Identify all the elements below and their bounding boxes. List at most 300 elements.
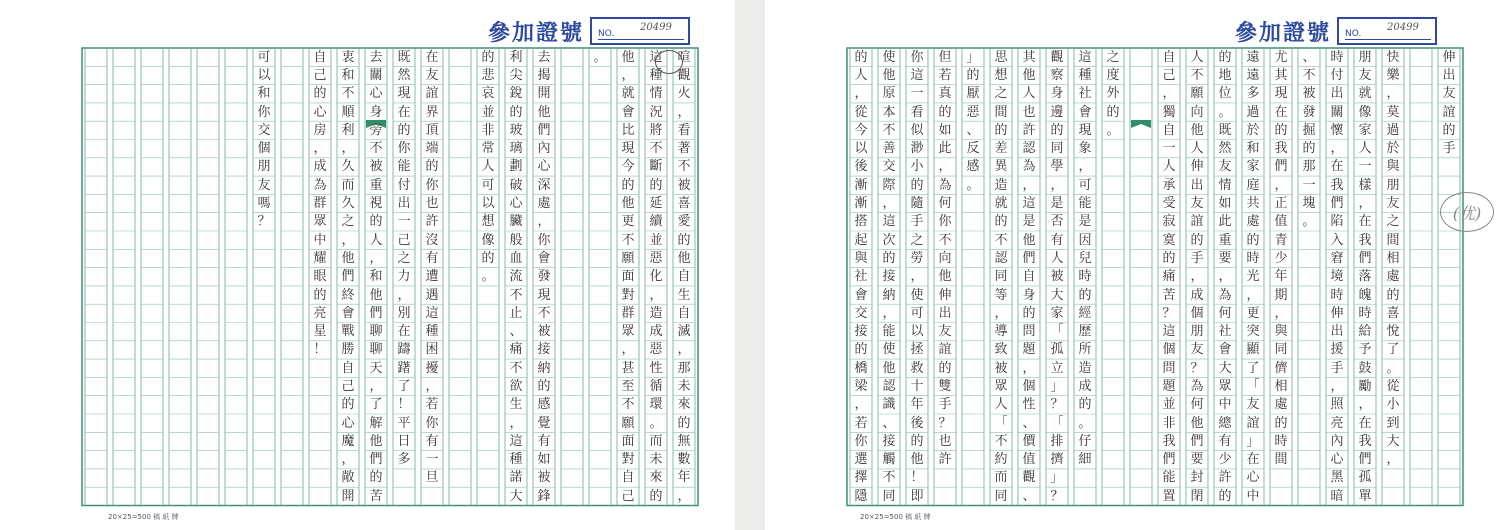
manuscript-char: 常 — [481, 141, 495, 157]
manuscript-char: 循 — [649, 378, 663, 394]
manuscript-char: 可 — [481, 177, 495, 193]
manuscript-char: 會 — [854, 287, 868, 303]
manuscript-char: 多 — [397, 452, 411, 468]
manuscript-char: 被 — [994, 360, 1008, 376]
manuscript-char: 認 — [1022, 141, 1036, 157]
manuscript-char: ？ — [1050, 397, 1064, 413]
manuscript-char: 。 — [966, 177, 980, 193]
manuscript-char: 終 — [341, 287, 355, 303]
manuscript-char: 的 — [854, 49, 868, 65]
manuscript-char: 其 — [1274, 67, 1288, 83]
manuscript-char: 值 — [1274, 214, 1288, 230]
manuscript-char: 人 — [1022, 86, 1036, 102]
manuscript-char: 選 — [854, 452, 868, 468]
manuscript-char: 在 — [397, 324, 411, 340]
text-column — [962, 48, 984, 194]
manuscript-char: 中 — [1246, 488, 1260, 504]
manuscript-char: ， — [1386, 86, 1400, 102]
manuscript-char: 悲 — [481, 67, 495, 83]
manuscript-char: 喧 — [677, 49, 691, 65]
text-column — [1046, 48, 1068, 505]
manuscript-char: 小 — [910, 159, 924, 175]
manuscript-char: 何 — [1190, 397, 1204, 413]
manuscript-char: 你 — [910, 49, 924, 65]
manuscript-char: 你 — [938, 214, 952, 230]
page-footer-left: 20×25=500 稿 紙 牌 — [108, 513, 179, 521]
manuscript-char: 的 — [882, 250, 896, 266]
manuscript-char: 無 — [677, 433, 691, 449]
manuscript-char: 和 — [1246, 141, 1260, 157]
manuscript-char: 時 — [1078, 269, 1092, 285]
manuscript-char: ， — [313, 141, 327, 157]
manuscript-char: 了 — [369, 397, 383, 413]
text-column — [589, 48, 611, 66]
manuscript-char: 不 — [621, 397, 635, 413]
manuscript-char: 這 — [509, 433, 523, 449]
manuscript-char: ， — [425, 378, 439, 394]
manuscript-char: 化 — [649, 269, 663, 285]
text-column — [1354, 48, 1376, 505]
manuscript-char: 接 — [882, 433, 896, 449]
manuscript-char: 觸 — [882, 452, 896, 468]
manuscript-char: 重 — [1218, 232, 1232, 248]
manuscript-char: 時 — [1330, 287, 1344, 303]
manuscript-char: 苦 — [1162, 287, 1176, 303]
manuscript-char: 的 — [313, 86, 327, 102]
manuscript-char: 更 — [1246, 305, 1260, 321]
manuscript-char: 個 — [1162, 342, 1176, 358]
manuscript-char: 相 — [1274, 378, 1288, 394]
manuscript-char: 們 — [1274, 159, 1288, 175]
manuscript-char: 、 — [1022, 488, 1036, 504]
manuscript-char: ， — [882, 196, 896, 212]
manuscript-char: 懷 — [1330, 122, 1344, 138]
manuscript-char: 地 — [1218, 67, 1232, 83]
manuscript-char: 在 — [1358, 214, 1372, 230]
manuscript-char: ， — [1386, 452, 1400, 468]
manuscript-char: 個 — [257, 141, 271, 157]
manuscript-char: 雙 — [938, 378, 952, 394]
manuscript-char: 能 — [1078, 196, 1092, 212]
manuscript-char: 次 — [882, 232, 896, 248]
manuscript-char: 如 — [1218, 196, 1232, 212]
text-column — [1382, 48, 1404, 469]
manuscript-char: 造 — [649, 305, 663, 321]
manuscript-char: 寞 — [1162, 232, 1176, 248]
manuscript-char: 於 — [1246, 122, 1260, 138]
manuscript-char: 尤 — [1274, 49, 1288, 65]
manuscript-char: 種 — [509, 452, 523, 468]
manuscript-char: 他 — [369, 287, 383, 303]
manuscript-char: 如 — [938, 122, 952, 138]
manuscript-char: 數 — [677, 452, 691, 468]
manuscript-char: 的 — [425, 159, 439, 175]
manuscript-char: 將 — [649, 122, 663, 138]
manuscript-char: ， — [1274, 177, 1288, 193]
manuscript-char: 若 — [854, 415, 868, 431]
manuscript-char: 的 — [537, 378, 551, 394]
manuscript-char: 立 — [1050, 360, 1064, 376]
manuscript-char: 厭 — [966, 86, 980, 102]
manuscript-char: 這 — [1162, 324, 1176, 340]
manuscript-char: 這 — [1078, 49, 1092, 65]
manuscript-char: 他 — [1022, 67, 1036, 83]
manuscript-char: 性 — [1022, 397, 1036, 413]
manuscript-char: 經 — [1078, 305, 1092, 321]
manuscript-char: 庭 — [1246, 177, 1260, 193]
manuscript-char: 的 — [854, 342, 868, 358]
manuscript-char: 他 — [621, 49, 635, 65]
manuscript-char: 觀 — [1022, 470, 1036, 486]
manuscript-char: 友 — [938, 324, 952, 340]
manuscript-char: ， — [341, 232, 355, 248]
manuscript-char: 之 — [910, 232, 924, 248]
manuscript-char: 的 — [1078, 287, 1092, 303]
manuscript-char: 接 — [854, 324, 868, 340]
manuscript-char: 交 — [882, 159, 896, 175]
manuscript-char: 惡 — [649, 250, 663, 266]
manuscript-char: 朋 — [257, 159, 271, 175]
manuscript-char: 為 — [938, 177, 952, 193]
manuscript-char: 願 — [621, 415, 635, 431]
manuscript-char: 重 — [369, 177, 383, 193]
manuscript-char: 你 — [397, 141, 411, 157]
manuscript-char: 比 — [621, 122, 635, 138]
manuscript-char: 對 — [621, 452, 635, 468]
manuscript-char: 像 — [481, 232, 495, 248]
manuscript-char: 未 — [677, 378, 691, 394]
manuscript-char: 大 — [509, 488, 523, 504]
entry-title: 參加證號 — [1235, 20, 1332, 46]
manuscript-char: 的 — [369, 470, 383, 486]
manuscript-char: 視 — [369, 196, 383, 212]
manuscript-char: 同 — [994, 488, 1008, 504]
manuscript-char: 後 — [910, 415, 924, 431]
manuscript-char: 別 — [397, 305, 411, 321]
manuscript-char: 的 — [1106, 104, 1120, 120]
manuscript-char: 的 — [1078, 397, 1092, 413]
manuscript-char: 小 — [1386, 397, 1400, 413]
manuscript-char: 大 — [1218, 360, 1232, 376]
manuscript-char: 何 — [1218, 305, 1232, 321]
manuscript-char: 漸 — [854, 177, 868, 193]
manuscript-char: 情 — [1218, 177, 1232, 193]
manuscript-char: 的 — [1050, 122, 1064, 138]
manuscript-char: 然 — [397, 67, 411, 83]
manuscript-char: 心 — [341, 415, 355, 431]
manuscript-char: 的 — [649, 488, 663, 504]
manuscript-char: 他 — [537, 104, 551, 120]
manuscript-char: 魔 — [341, 433, 355, 449]
manuscript-char: 成 — [1190, 287, 1204, 303]
text-column — [1074, 48, 1096, 469]
manuscript-char: 他 — [1190, 122, 1204, 138]
manuscript-char: 臟 — [509, 214, 523, 230]
manuscript-char: 他 — [1022, 232, 1036, 248]
manuscript-char: ， — [1330, 141, 1344, 157]
manuscript-char: 使 — [882, 342, 896, 358]
entry-number-box — [590, 17, 690, 45]
manuscript-char: 境 — [1330, 269, 1344, 285]
text-column — [1102, 48, 1124, 139]
manuscript-char: ！ — [910, 470, 924, 486]
manuscript-char: 順 — [341, 104, 355, 120]
manuscript-char: ， — [1078, 159, 1092, 175]
text-column — [365, 48, 387, 505]
manuscript-char: 看 — [677, 122, 691, 138]
manuscript-char: 這 — [882, 214, 896, 230]
text-column — [477, 48, 499, 286]
manuscript-char: 衷 — [341, 49, 355, 65]
manuscript-char: 誼 — [938, 342, 952, 358]
manuscript-char: 種 — [649, 67, 663, 83]
manuscript-char: 是 — [1022, 214, 1036, 230]
manuscript-char: 覺 — [537, 415, 551, 431]
manuscript-char: 納 — [882, 287, 896, 303]
manuscript-char: 「 — [1050, 415, 1064, 431]
manuscript-char: 其 — [1022, 49, 1036, 65]
manuscript-char: 。 — [481, 269, 495, 285]
manuscript-char: ， — [1358, 196, 1372, 212]
manuscript-char: 為 — [1022, 159, 1036, 175]
manuscript-char: 著 — [677, 141, 691, 157]
manuscript-char: 能 — [882, 324, 896, 340]
manuscript-char: 在 — [1330, 159, 1344, 175]
manuscript-char: 今 — [621, 159, 635, 175]
manuscript-char: 被 — [677, 177, 691, 193]
manuscript-char: 黑 — [1330, 470, 1344, 486]
manuscript-char: 你 — [854, 433, 868, 449]
manuscript-char: 多 — [1246, 86, 1260, 102]
manuscript-char: 手 — [1442, 141, 1456, 157]
manuscript-char: 魄 — [1358, 287, 1372, 303]
manuscript-char: ， — [649, 287, 663, 303]
manuscript-char: ， — [1190, 269, 1204, 285]
manuscript-char: 有 — [537, 433, 551, 449]
manuscript-char: 同 — [1274, 342, 1288, 358]
manuscript-char: 孤 — [1358, 470, 1372, 486]
manuscript-char: 之 — [341, 214, 355, 230]
manuscript-char: 排 — [1050, 433, 1064, 449]
manuscript-char: 能 — [397, 159, 411, 175]
manuscript-char: 突 — [1246, 324, 1260, 340]
manuscript-char: 善 — [882, 141, 896, 157]
manuscript-char: 」 — [966, 49, 980, 65]
manuscript-char: 己 — [341, 378, 355, 394]
manuscript-char: 不 — [537, 305, 551, 321]
manuscript-char: 出 — [1190, 177, 1204, 193]
manuscript-char: 利 — [341, 122, 355, 138]
manuscript-char: 友 — [1190, 342, 1204, 358]
manuscript-char: 會 — [1218, 342, 1232, 358]
manuscript-char: 歷 — [1078, 324, 1092, 340]
manuscript-char: 聊 — [369, 342, 383, 358]
manuscript-char: 們 — [1358, 452, 1372, 468]
manuscript-char: 使 — [910, 287, 924, 303]
manuscript-char: ！ — [313, 342, 327, 358]
text-column — [393, 48, 415, 469]
manuscript-char: 惡 — [966, 104, 980, 120]
manuscript-char: 橋 — [854, 360, 868, 376]
manuscript-char: 滅 — [677, 324, 691, 340]
entry-number-value: 20499 — [1387, 22, 1419, 33]
manuscript-char: 之 — [994, 86, 1008, 102]
manuscript-char: 使 — [882, 49, 896, 65]
manuscript-char: ， — [677, 104, 691, 120]
manuscript-char: 一 — [1358, 159, 1372, 175]
manuscript-char: 了 — [1246, 360, 1260, 376]
manuscript-char: ， — [341, 452, 355, 468]
manuscript-char: 自 — [677, 305, 691, 321]
manuscript-char: 反 — [966, 141, 980, 157]
manuscript-char: 真 — [938, 86, 952, 102]
manuscript-char: 心 — [1330, 452, 1344, 468]
manuscript-char: 大 — [1386, 433, 1400, 449]
manuscript-char: 你 — [537, 232, 551, 248]
essay-page-left — [0, 0, 735, 530]
manuscript-char: 也 — [1022, 104, 1036, 120]
manuscript-char: 諾 — [509, 470, 523, 486]
text-column — [1438, 48, 1460, 158]
manuscript-char: 付 — [1330, 67, 1344, 83]
manuscript-char: 值 — [1022, 452, 1036, 468]
manuscript-char: 火 — [677, 86, 691, 102]
manuscript-char: 自 — [1022, 269, 1036, 285]
manuscript-char: 可 — [1078, 177, 1092, 193]
manuscript-char: 心 — [313, 104, 327, 120]
text-column — [617, 48, 639, 505]
manuscript-char: 暗 — [1330, 488, 1344, 504]
manuscript-char: 力 — [397, 269, 411, 285]
text-column — [1214, 48, 1236, 505]
manuscript-char: 快 — [1386, 49, 1400, 65]
manuscript-char: 受 — [1162, 196, 1176, 212]
manuscript-char: 為 — [1190, 378, 1204, 394]
manuscript-char: 隱 — [854, 488, 868, 504]
manuscript-char: 痛 — [509, 342, 523, 358]
manuscript-char: 的 — [938, 104, 952, 120]
text-column — [673, 48, 695, 505]
manuscript-char: 並 — [649, 232, 663, 248]
manuscript-char: 伸 — [1442, 49, 1456, 65]
text-column — [1242, 48, 1264, 505]
manuscript-char: 眾 — [313, 214, 327, 230]
manuscript-char: 朋 — [1358, 49, 1372, 65]
manuscript-char: 交 — [854, 305, 868, 321]
manuscript-char: 們 — [537, 122, 551, 138]
manuscript-char: 生 — [677, 287, 691, 303]
entry-header-right — [1235, 14, 1437, 48]
manuscript-char: 掘 — [1302, 122, 1316, 138]
manuscript-char: 付 — [397, 177, 411, 193]
manuscript-char: 少 — [1274, 250, 1288, 266]
manuscript-char: 為 — [1218, 287, 1232, 303]
manuscript-char: 、 — [1302, 49, 1316, 65]
manuscript-char: ？ — [1050, 488, 1064, 504]
manuscript-char: 人 — [1190, 49, 1204, 65]
manuscript-char: 落 — [1358, 269, 1372, 285]
manuscript-char: ， — [882, 305, 896, 321]
manuscript-char: 甚 — [621, 360, 635, 376]
manuscript-char: ？ — [1162, 305, 1176, 321]
manuscript-char: 一 — [1302, 177, 1316, 193]
manuscript-char: 是 — [1078, 214, 1092, 230]
manuscript-char: 的 — [1274, 415, 1288, 431]
manuscript-char: 況 — [649, 104, 663, 120]
manuscript-char: 所 — [1078, 342, 1092, 358]
manuscript-char: 尖 — [509, 67, 523, 83]
manuscript-char: 被 — [1050, 269, 1064, 285]
manuscript-char: 不 — [938, 232, 952, 248]
text-column — [505, 48, 527, 505]
manuscript-char: 旁 — [369, 122, 383, 138]
manuscript-char: 在 — [397, 104, 411, 120]
manuscript-char: 納 — [537, 360, 551, 376]
manuscript-char: 的 — [369, 214, 383, 230]
manuscript-char: 今 — [854, 122, 868, 138]
manuscript-char: 在 — [1274, 104, 1288, 120]
manuscript-char: 心 — [369, 86, 383, 102]
manuscript-char: 後 — [854, 159, 868, 175]
manuscript-char: 外 — [1106, 86, 1120, 102]
manuscript-char: 友 — [1358, 67, 1372, 83]
manuscript-char: 不 — [882, 470, 896, 486]
manuscript-char: 與 — [854, 250, 868, 266]
manuscript-char: 擠 — [1050, 452, 1064, 468]
manuscript-char: 欲 — [509, 378, 523, 394]
manuscript-char: 十 — [910, 378, 924, 394]
manuscript-char: 問 — [1022, 324, 1036, 340]
manuscript-char: 伸 — [938, 287, 952, 303]
manuscript-char: 起 — [854, 232, 868, 248]
manuscript-char: 自 — [313, 49, 327, 65]
manuscript-char: 年 — [677, 470, 691, 486]
manuscript-char: 向 — [1190, 104, 1204, 120]
manuscript-char: 頂 — [425, 122, 439, 138]
manuscript-char: 內 — [537, 141, 551, 157]
manuscript-char: 身 — [1022, 287, 1036, 303]
manuscript-char: 價 — [1022, 433, 1036, 449]
manuscript-char: 出 — [938, 305, 952, 321]
manuscript-char: 我 — [1358, 232, 1372, 248]
manuscript-char: 從 — [1386, 378, 1400, 394]
manuscript-char: 此 — [938, 141, 952, 157]
text-column — [533, 48, 555, 505]
manuscript-char: 仔 — [1078, 433, 1092, 449]
manuscript-char: 是 — [1050, 196, 1064, 212]
manuscript-char: 為 — [313, 177, 327, 193]
manuscript-char: 和 — [369, 269, 383, 285]
manuscript-char: 止 — [509, 305, 523, 321]
manuscript-char: 的 — [341, 397, 355, 413]
manuscript-char: 」 — [1050, 378, 1064, 394]
entry-number-value: 20499 — [640, 22, 672, 33]
manuscript-char: 以 — [481, 196, 495, 212]
manuscript-char: 」 — [1246, 433, 1260, 449]
manuscript-char: ， — [1274, 305, 1288, 321]
manuscript-char: 破 — [509, 177, 523, 193]
manuscript-char: 他 — [621, 196, 635, 212]
manuscript-char: ！ — [397, 397, 411, 413]
manuscript-char: 、 — [1022, 415, 1036, 431]
manuscript-char: 社 — [1218, 324, 1232, 340]
manuscript-char: 們 — [369, 452, 383, 468]
manuscript-char: 、 — [966, 122, 980, 138]
manuscript-char: 己 — [397, 232, 411, 248]
manuscript-char: 們 — [1162, 452, 1176, 468]
manuscript-char: 間 — [1386, 232, 1400, 248]
manuscript-char: 自 — [1162, 49, 1176, 65]
